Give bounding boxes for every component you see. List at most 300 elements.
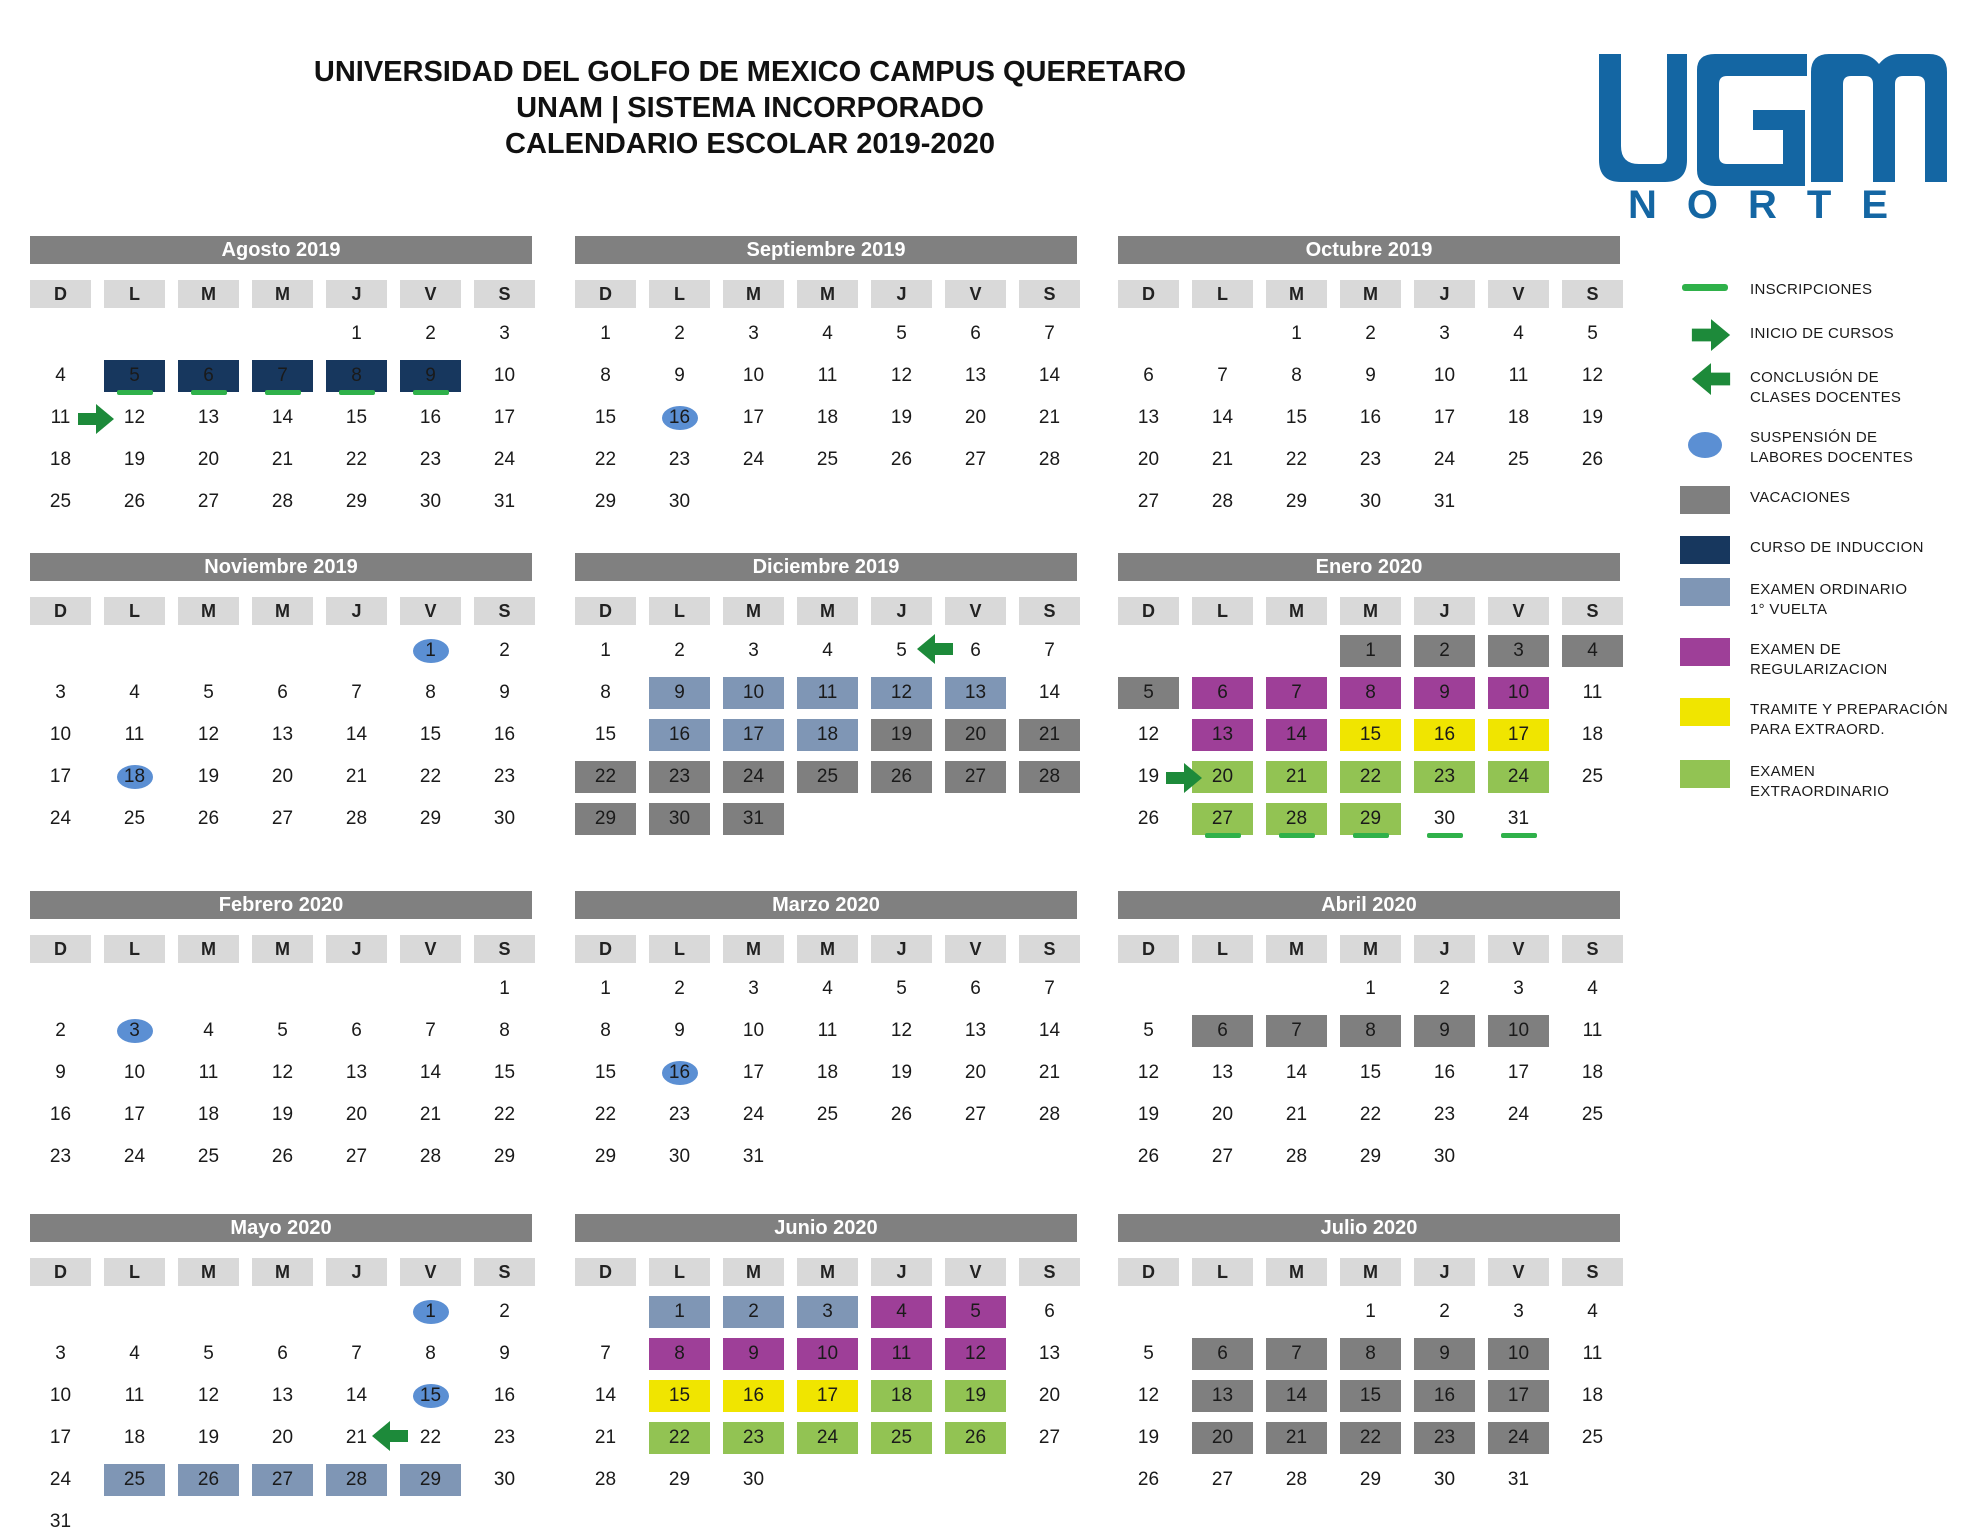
day-cell [649,1099,710,1131]
day-cell [1118,486,1179,518]
day-cell [400,402,461,434]
day-number: 21 [1285,1427,1308,1448]
day-cell [474,635,535,667]
weekday-header: S [1019,597,1080,625]
weekday-header: V [1488,1258,1549,1286]
day-cell [575,1141,636,1173]
day-number: 15 [1359,1385,1382,1406]
month-title: Octubre 2019 [1118,236,1620,264]
day-number: 13 [271,724,294,745]
day-number: 18 [123,1427,146,1448]
day-number: 20 [271,766,294,787]
day-cell [104,486,165,518]
day-cell [104,1464,165,1496]
day-cell [30,803,91,835]
month-diciembre-2019 [575,553,1077,829]
day-cell [723,1296,784,1328]
day-number: 8 [600,682,611,703]
legend-label: EXAMEN ORDINARIO 1° VUELTA [1750,581,1908,618]
day-number: 2 [674,323,685,344]
day-number: 27 [1038,1427,1061,1448]
weekday-header: L [1192,597,1253,625]
day-number: 14 [271,407,294,428]
day-number: 1 [1291,323,1302,344]
day-number: 28 [345,1469,368,1490]
day-number: 5 [277,1020,288,1041]
weekday-header: J [326,597,387,625]
day-cell [1414,1057,1475,1089]
month-title: Septiembre 2019 [575,236,1077,264]
day-number: 8 [600,365,611,386]
day-number: 12 [197,724,220,745]
day-number: 4 [822,323,833,344]
day-cell [723,1338,784,1370]
day-cell [1414,719,1475,751]
day-cell [1562,1422,1623,1454]
day-number: 26 [1137,1146,1160,1167]
day-number: 5 [1143,1343,1154,1364]
day-number: 10 [49,1385,72,1406]
day-cell [723,1015,784,1047]
day-cell [1562,360,1623,392]
day-cell [649,803,710,835]
weekday-header: M [178,280,239,308]
weekday-header: D [30,597,91,625]
day-cell [575,761,636,793]
day-number: 24 [742,1104,765,1125]
day-cell [797,1296,858,1328]
day-number: 17 [123,1104,146,1125]
day-number: 22 [594,449,617,470]
day-number: 10 [1507,682,1530,703]
day-cell [1118,677,1179,709]
day-cell [474,444,535,476]
day-number: 3 [1513,640,1524,661]
legend-label: EXAMEN DE REGULARIZACION [1750,641,1888,678]
day-cell [1266,1380,1327,1412]
month-junio-2020 [575,1214,1077,1490]
day-cell [1192,1141,1253,1173]
day-number: 8 [425,682,436,703]
day-cell [871,1296,932,1328]
inscripciones-marker [1279,833,1315,838]
weekday-header: V [400,280,461,308]
day-cell [945,635,1006,667]
day-number: 6 [970,323,981,344]
weekday-header: S [474,597,535,625]
weekday-header: M [178,935,239,963]
day-cell [1266,1015,1327,1047]
weekday-header: L [104,597,165,625]
day-cell [474,1099,535,1131]
day-cell [252,1464,313,1496]
day-number: 18 [1507,407,1530,428]
day-cell [326,761,387,793]
month-title: Abril 2020 [1118,891,1620,919]
day-cell [474,677,535,709]
month-abril-2020 [1118,891,1620,1167]
day-cell [1488,1099,1549,1131]
day-cell [649,1296,710,1328]
day-number: 10 [1433,365,1456,386]
day-number: 23 [1433,766,1456,787]
weekday-header-row [30,1258,532,1286]
day-cell [474,1464,535,1496]
day-number: 16 [1433,1385,1456,1406]
day-number: 16 [1359,407,1382,428]
day-number: 23 [493,1427,516,1448]
day-number: 20 [1038,1385,1061,1406]
day-cell [575,1464,636,1496]
month-title: Febrero 2020 [30,891,532,919]
day-cell [1266,1099,1327,1131]
day-cell [1192,444,1253,476]
weekday-header: J [1414,280,1475,308]
day-cell [945,677,1006,709]
weekday-header: J [871,1258,932,1286]
day-number: 20 [1137,449,1160,470]
day-cell [1192,360,1253,392]
day-number: 10 [1507,1020,1530,1041]
conclusion-legend-icon [1688,362,1734,396]
day-cell [723,402,784,434]
day-cell [797,677,858,709]
legend-label: CONCLUSIÓN DE CLASES DOCENTES [1750,369,1902,406]
day-number: 13 [1137,407,1160,428]
day-cell [575,360,636,392]
day-number: 10 [493,365,516,386]
day-cell [252,677,313,709]
day-number: 30 [668,808,691,829]
day-number: 18 [197,1104,220,1125]
day-cell [474,486,535,518]
day-number: 29 [419,808,442,829]
day-number: 8 [600,1020,611,1041]
day-number: 20 [345,1104,368,1125]
day-cell [723,719,784,751]
day-number: 15 [419,724,442,745]
day-cell [326,1057,387,1089]
day-number: 26 [890,1104,913,1125]
day-cell [1414,761,1475,793]
weekday-header: D [575,935,636,963]
weekday-header: V [1488,280,1549,308]
day-cell [400,486,461,518]
day-number: 9 [1365,365,1376,386]
weekday-header: D [1118,1258,1179,1286]
day-number: 3 [129,1020,140,1041]
day-number: 16 [1433,724,1456,745]
day-number: 16 [668,407,691,428]
day-number: 17 [1507,724,1530,745]
day-cell [1340,719,1401,751]
day-number: 6 [1217,682,1228,703]
day-cell [871,1015,932,1047]
day-cell [871,719,932,751]
day-cell [1266,1141,1327,1173]
day-number: 2 [1365,323,1376,344]
day-cell [797,1380,858,1412]
day-number: 19 [197,766,220,787]
day-cell [1488,1057,1549,1089]
day-number: 20 [1211,1104,1234,1125]
day-cell [945,402,1006,434]
day-number: 14 [1038,365,1061,386]
day-cell [400,1099,461,1131]
day-cell [1266,719,1327,751]
weekday-header: S [1562,280,1623,308]
day-cell [178,486,239,518]
day-number: 31 [493,491,516,512]
day-number: 9 [748,1343,759,1364]
day-cell [30,1422,91,1454]
day-number: 16 [49,1104,72,1125]
day-number: 12 [197,1385,220,1406]
day-cell [797,402,858,434]
weekday-header: L [649,280,710,308]
day-cell [649,1015,710,1047]
weekday-header: S [474,1258,535,1286]
day-number: 6 [351,1020,362,1041]
day-number: 26 [197,808,220,829]
day-cell [104,1099,165,1131]
day-cell [723,318,784,350]
weekday-header-row [30,935,532,963]
day-cell [1488,719,1549,751]
day-cell [1488,1464,1549,1496]
weekday-header: V [945,280,1006,308]
weekday-header: J [326,280,387,308]
weekday-header: S [474,935,535,963]
day-cell [649,444,710,476]
day-number: 22 [493,1104,516,1125]
day-cell [649,973,710,1005]
day-cell [474,1015,535,1047]
day-number: 25 [816,1104,839,1125]
day-number: 3 [822,1301,833,1322]
day-cell [1266,677,1327,709]
day-number: 26 [1137,808,1160,829]
day-cell [945,444,1006,476]
day-cell [1118,1057,1179,1089]
day-number: 4 [1587,978,1598,999]
day-number: 13 [1211,1385,1234,1406]
day-number: 4 [896,1301,907,1322]
day-cell [474,402,535,434]
day-number: 25 [816,449,839,470]
day-number: 4 [203,1020,214,1041]
day-number: 17 [1507,1062,1530,1083]
month-title: Diciembre 2019 [575,553,1077,581]
day-number: 29 [594,808,617,829]
day-number: 18 [890,1385,913,1406]
day-cell [326,803,387,835]
day-cell [400,1338,461,1370]
day-number: 2 [1439,978,1450,999]
day-number: 22 [594,766,617,787]
day-cell [30,761,91,793]
weekday-header: D [575,280,636,308]
day-cell [1488,761,1549,793]
day-number: 18 [816,724,839,745]
day-cell [945,360,1006,392]
day-number: 10 [742,1020,765,1041]
day-number: 26 [964,1427,987,1448]
weekday-header: D [1118,935,1179,963]
day-cell [797,635,858,667]
day-number: 2 [55,1020,66,1041]
day-cell [1118,803,1179,835]
day-cell [649,1057,710,1089]
day-number: 17 [1433,407,1456,428]
day-cell [797,1099,858,1131]
day-number: 17 [742,407,765,428]
day-number: 7 [1044,978,1055,999]
day-number: 20 [964,724,987,745]
inscripciones-marker [1501,833,1537,838]
day-cell [723,1099,784,1131]
day-cell [871,1099,932,1131]
day-cell [1019,444,1080,476]
day-number: 30 [668,1146,691,1167]
legend-label: INICIO DE CURSOS [1750,325,1894,342]
day-cell [797,1338,858,1370]
day-cell [1192,1464,1253,1496]
day-cell [1118,1380,1179,1412]
day-cell [575,402,636,434]
day-cell [1266,318,1327,350]
day-cell [723,1380,784,1412]
day-cell [400,1464,461,1496]
day-cell [1562,318,1623,350]
day-cell [252,761,313,793]
day-number: 7 [351,682,362,703]
weekday-header: S [1019,1258,1080,1286]
weekday-header: L [104,1258,165,1286]
day-number: 9 [499,1343,510,1364]
day-number: 27 [197,491,220,512]
day-number: 9 [499,682,510,703]
day-cell [178,1141,239,1173]
weekday-header: D [575,597,636,625]
day-number: 8 [1365,1343,1376,1364]
day-cell [252,719,313,751]
day-cell [474,1057,535,1089]
day-cell [1562,1099,1623,1131]
day-number: 13 [197,407,220,428]
weekday-header: M [1340,935,1401,963]
day-cell [649,1464,710,1496]
day-number: 5 [896,640,907,661]
day-number: 8 [499,1020,510,1041]
inscripciones-marker [339,390,375,395]
day-cell [1266,1338,1327,1370]
weekday-header: D [30,1258,91,1286]
weekday-header: S [1562,1258,1623,1286]
day-cell [723,1141,784,1173]
day-number: 3 [748,640,759,661]
day-number: 7 [600,1343,611,1364]
day-cell [871,1422,932,1454]
day-cell [1414,444,1475,476]
day-number: 21 [1285,1104,1308,1125]
day-cell [30,677,91,709]
day-number: 11 [1508,365,1529,386]
conclusion-arrow-icon [915,633,955,665]
day-number: 8 [351,365,362,386]
day-number: 7 [351,1343,362,1364]
day-number: 15 [419,1385,442,1406]
day-number: 12 [890,682,913,703]
weekday-header: J [1414,935,1475,963]
month-title: Julio 2020 [1118,1214,1620,1242]
day-cell [871,1380,932,1412]
day-cell [400,1057,461,1089]
day-number: 27 [964,1104,987,1125]
day-number: 29 [1285,491,1308,512]
day-cell [1562,719,1623,751]
weekday-header-row [575,597,1077,625]
weekday-header: V [945,597,1006,625]
day-cell [1562,635,1623,667]
day-cell [871,1057,932,1089]
day-number: 22 [668,1427,691,1448]
day-cell [1414,973,1475,1005]
day-number: 15 [1359,724,1382,745]
day-number: 10 [742,682,765,703]
day-number: 25 [816,766,839,787]
weekday-header: M [723,935,784,963]
tramite-legend-swatch [1680,698,1730,726]
day-number: 29 [1359,808,1382,829]
weekday-header: M [178,597,239,625]
day-number: 20 [271,1427,294,1448]
month-title: Marzo 2020 [575,891,1077,919]
day-cell [1340,1422,1401,1454]
day-number: 23 [1359,449,1382,470]
day-number: 22 [1359,766,1382,787]
day-cell [400,719,461,751]
day-number: 6 [1143,365,1154,386]
weekday-header: M [723,280,784,308]
day-cell [945,318,1006,350]
day-cell [178,803,239,835]
day-number: 26 [1581,449,1604,470]
day-number: 24 [816,1427,839,1448]
day-number: 1 [1365,640,1376,661]
day-number: 19 [890,724,913,745]
day-number: 12 [1581,365,1604,386]
day-number: 18 [1581,1385,1604,1406]
day-number: 18 [123,766,146,787]
day-cell [1488,444,1549,476]
day-cell [326,1099,387,1131]
day-cell [575,1380,636,1412]
day-cell [1266,360,1327,392]
day-number: 15 [1359,1062,1382,1083]
day-cell [649,1338,710,1370]
day-number: 29 [1359,1469,1382,1490]
day-number: 3 [499,323,510,344]
day-number: 9 [55,1062,66,1083]
weekday-header: D [575,1258,636,1286]
suspension-legend-swatch [1688,432,1722,458]
day-cell [723,1422,784,1454]
month-marzo-2020 [575,891,1077,1167]
day-cell [400,635,461,667]
day-cell [1118,1015,1179,1047]
day-cell [723,635,784,667]
